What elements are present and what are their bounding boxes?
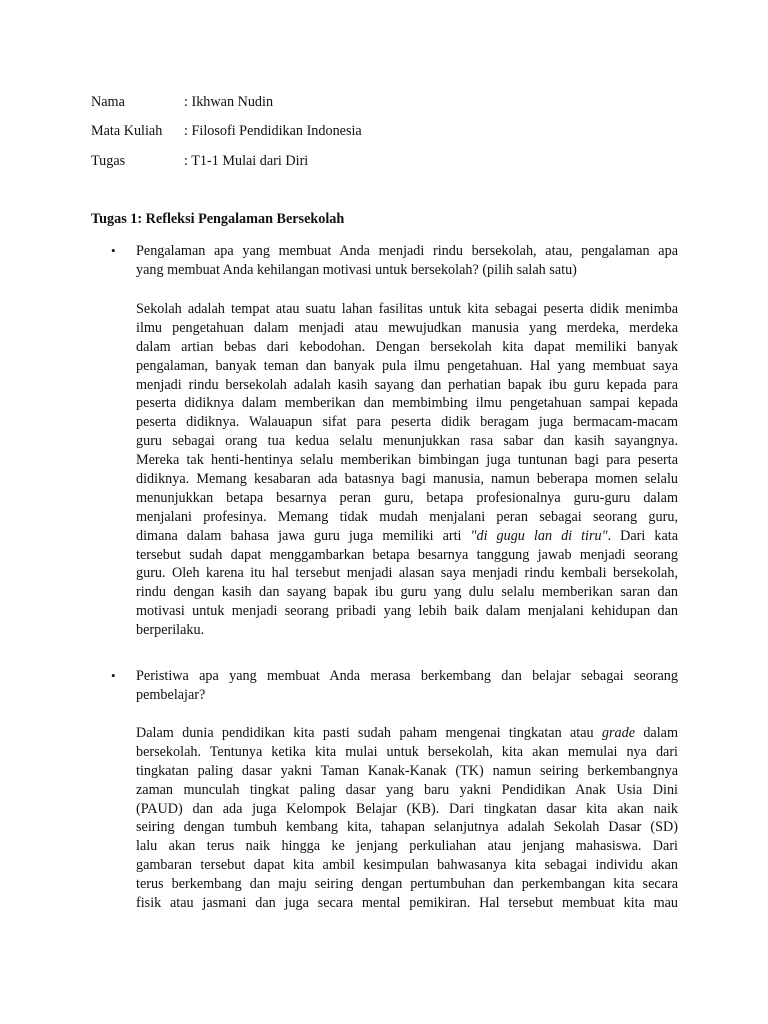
- header-value: : T1-1 Mulai dari Diri: [184, 153, 309, 169]
- answer-line: Sekolah adalah tempat atau suatu lahan fasilitas untuk kita sebagai peserta didik menimba: [136, 301, 678, 317]
- question-line: Pengalaman apa yang membuat Anda menjadi rindu bersekolah, atau, pengalaman apa: [136, 243, 678, 259]
- answer-line: bersekolah. Tentunya ketika kita mulai untuk bersekolah, kita akan memulai nya dari: [136, 743, 678, 760]
- answer-line: peserta didiknya dalam memberikan dan membimbing ilmu pengetahuan sampai kepada: [136, 395, 678, 412]
- answer-line: tersebut sudah dapat menggambarkan betapa besarnya tanggung jawab menjadi seorang: [136, 546, 678, 563]
- javanese-quote: "di gugu lan di tiru": [470, 527, 608, 544]
- header-label: Nama: [91, 94, 125, 110]
- header-row-name: [91, 93, 273, 113]
- answer-line: ilmu pengetahuan dalam menjadi atau mewujudkan manusia yang merdeka, merdeka: [136, 319, 678, 336]
- question-line: Peristiwa apa yang membuat Anda merasa berkembang dan belajar sebagai seorang: [136, 668, 678, 684]
- answer-1: [136, 300, 678, 640]
- header-value: : Ikhwan Nudin: [184, 94, 274, 110]
- answer-line: gambaran tersebut dapat kita ambil kesimpulan bahwasanya kita sebagai individu akan: [136, 857, 678, 874]
- question-line: yang membuat Anda kehilangan motivasi untuk bersekolah? (pilih salah satu): [136, 261, 577, 278]
- answer-line: menjadi rindu bersekolah adalah kasih sayang dan perhatian bapak ibu guru kepada para: [136, 376, 678, 393]
- answer-line: lalu akan terus naik hingga ke jenjang perkuliahan atau jenjang mahasiswa. Dari: [136, 838, 678, 855]
- answer-line: didiknya. Memang kesabaran ada batasnya bagi manusia, namun beberapa momen selalu: [136, 471, 678, 488]
- header-label: Tugas: [91, 153, 126, 169]
- question-line: pembelajar?: [136, 686, 206, 703]
- answer-line: dalam artian bebas dari kebodohan. Dengan bersekolah kita dapat memiliki banyak: [136, 338, 678, 355]
- answer-line: zaman munculah tingkat paling dasar yang baru yakni Pendidikan Anak Usia Dini: [136, 781, 678, 798]
- question-1: [136, 242, 678, 280]
- header-row-task: [91, 152, 308, 172]
- grade-term: grade: [601, 725, 636, 741]
- answer-text: . Dari kata: [607, 527, 678, 544]
- answer-line: Mereka tak henti-hentinya selalu memberikan bimbingan juga tuntunan bagi para peserta: [136, 452, 678, 469]
- bullet-icon: •: [111, 668, 116, 683]
- answer-line-with-quote: [136, 527, 678, 546]
- answer-line: menunjukkan betapa besarnya peran guru, betapa profesionalnya guru-guru dalam: [136, 489, 678, 506]
- answer-line: tingkatan paling dasar yakni Taman Kanak-Kanak (TK) namun seiring berkembangnya: [136, 762, 678, 779]
- answer-line: menjalani profesinya. Memang tidak mudah menjalani peran sebagai seorang guru,: [136, 508, 678, 525]
- answer-line: guru sebagai orang tua kedua selalu menunjukkan rasa sabar dan kasih sayangnya.: [136, 433, 678, 450]
- answer-line: guru. Oleh karena itu hal tersebut menjadi alasan saya menjadi rindu kembali bersekolah,: [136, 565, 678, 582]
- header-label: Mata Kuliah: [91, 123, 163, 139]
- answer-line: peserta didiknya. Walauapun sifat para peserta didik beragam juga bermacam-macam: [136, 414, 678, 431]
- answer-text: Dalam dunia pendidikan kita pasti sudah paham mengenai tingkatan atau: [136, 725, 602, 741]
- answer-text: dimana dalam bahasa jawa guru juga memiliki arti: [136, 527, 471, 544]
- header-value: : Filosofi Pendidikan Indonesia: [184, 123, 362, 139]
- answer-line-with-term: [136, 724, 678, 743]
- answer-line: fisik atau jasmani dan juga secara mental pemikiran. Hal tersebut membuat kita mau: [136, 895, 678, 912]
- answer-line: seiring dengan tumbuh kembang kita, tahapan selanjutnya adalah Sekolah Dasar (SD): [136, 819, 678, 836]
- bullet-icon: •: [111, 243, 116, 258]
- answer-line: pengalaman, banyak teman dan banyak pula ilmu pengetahuan. Hal yang membuat saya: [136, 357, 678, 374]
- header-row-course: [91, 122, 362, 142]
- answer-line: berperilaku.: [136, 622, 205, 639]
- section-title: Tugas 1: Refleksi Pengalaman Bersekolah: [91, 211, 345, 227]
- answer-line: rindu dengan kasih dan sayang bapak ibu guru yang dulu selalu memberikan saran dan: [136, 584, 678, 601]
- answer-line: terus berkembang dan maju seiring dengan pertumbuhan dan perkembangan kita secara: [136, 876, 678, 893]
- question-2: [136, 667, 678, 705]
- answer-text: dalam: [635, 725, 678, 741]
- answer-2: [136, 724, 678, 913]
- answer-line: motivasi untuk menjadi seorang pribadi yang lebih baik dalam menjalani kehidupan dan: [136, 603, 678, 620]
- answer-line: (PAUD) dan ada juga Kelompok Belajar (KB). Dari tingkatan dasar kita akan naik: [136, 800, 678, 817]
